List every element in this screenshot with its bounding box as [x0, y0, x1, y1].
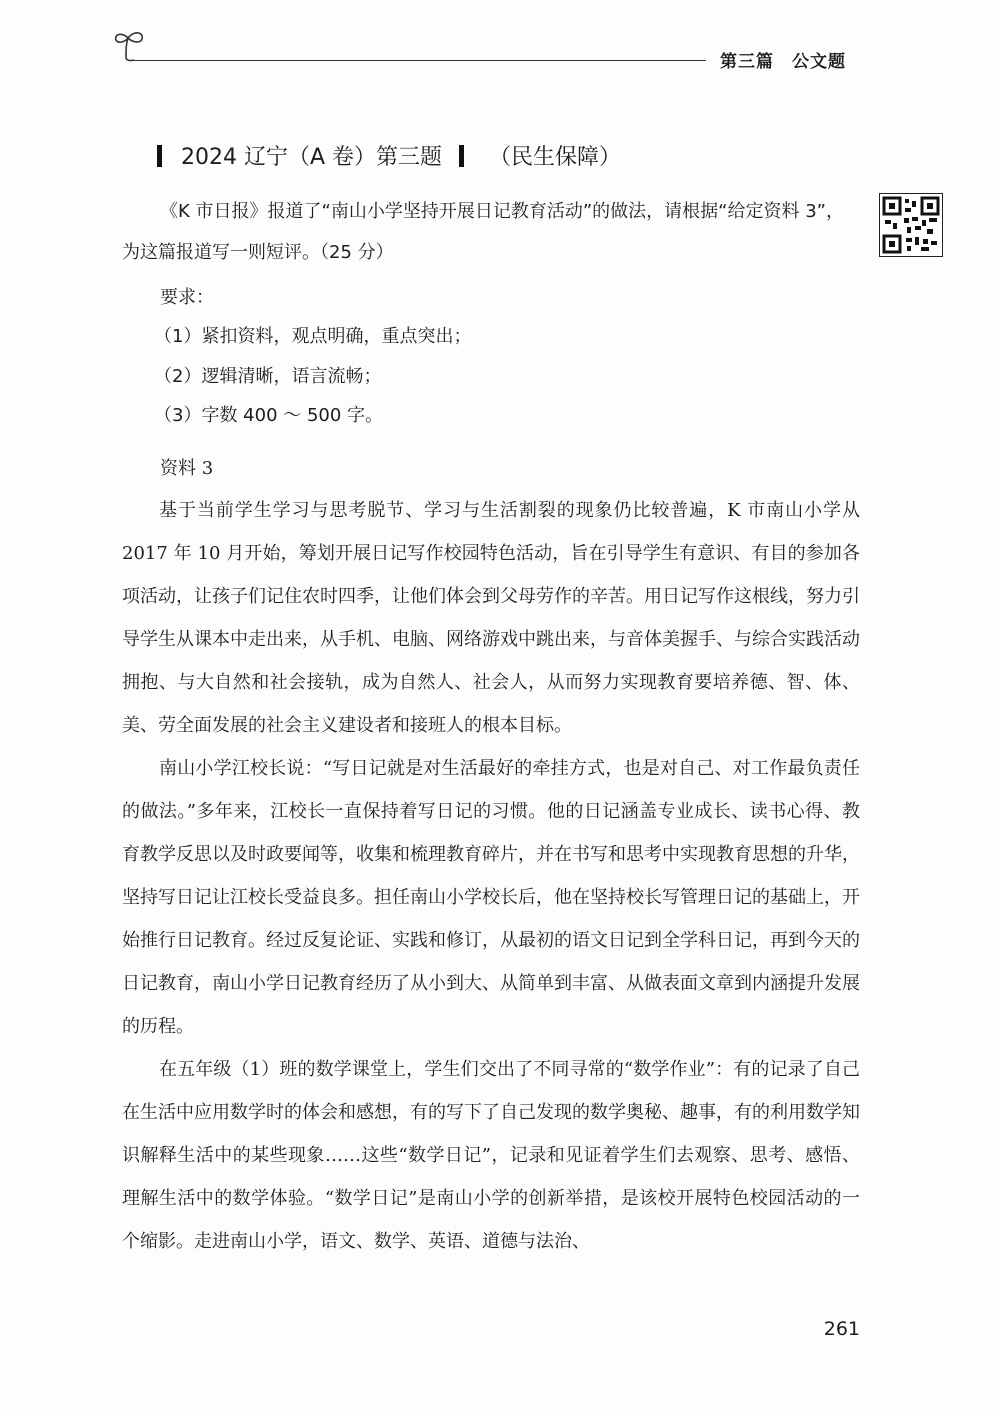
requirement-1: （1）紧扣资料，观点明确，重点突出；: [154, 326, 472, 347]
section-label: 第三篇 公文题: [720, 52, 846, 72]
title-bar-left: [157, 145, 162, 167]
requirements-heading: 要求：: [160, 287, 214, 308]
sprout-icon: [112, 28, 152, 64]
material-paragraph-1: 基于当前学生学习与思考脱节、学习与生活割裂的现象仍比较普遍，K 市南山小学从 2017 年 10 月开始，筹划开展日记写作校园特色活动，旨在引导学生有意识、有目的参加各项活动，让孩子们记住农时四季，让他们体会到父母劳作的辛苦。用日记写作这根线，努力引导学生从课本中走出来，从手机、电脑、网络游戏中跳出来，与音体美握手、与综合实践活动拥抱、与大自然和社会接轨，成为自然人、社会人，从而努力实现教育要培养德、智、体、美、劳全面发展的社会主义建设者和接班人的根本目标。: [122, 500, 860, 736]
qr-code-icon: [879, 193, 943, 257]
title-bar-right: [459, 145, 464, 167]
material-heading: 资料 3: [160, 458, 214, 479]
requirement-2: （2）逻辑清晰，语言流畅；: [154, 366, 382, 387]
question-title: [157, 140, 621, 171]
page-number: 261: [823, 1318, 860, 1340]
header-rule: [128, 60, 706, 61]
title-main: 2024 辽宁（A 卷）第三题: [181, 145, 443, 170]
material-paragraph-2: 南山小学江校长说：“写日记就是对生活最好的牵挂方式，也是对自己、对工作最负责任的做法。”多年来，江校长一直保持着写日记的习惯。他的日记涵盖专业成长、读书心得、教育教学反思以及时政要闻等，收集和梳理教育碎片，并在书写和思考中实现教育思想的升华，坚持写日记让江校长受益良多。担任南山小学校长后，他在坚持校长写管理日记的基础上，开始推行日记教育。经过反复论证、实践和修订，从最初的语文日记到全学科日记，再到今天的日记教育，南山小学日记教育经历了从小到大、从简单到丰富、从做表面文章到内涵提升发展的历程。: [122, 758, 860, 1037]
material-paragraph-3: 在五年级（1）班的数学课堂上，学生们交出了不同寻常的“数学作业”：有的记录了自己在生活中应用数学时的体会和感想，有的写下了自己发现的数学奥秘、趣事，有的利用数学知识解释生活中的某些现象……这些“数学日记”，记录和见证着学生们去观察、思考、感悟、理解生活中的数学体验。“数学日记”是南山小学的创新举措，是该校开展特色校园活动的一个缩影。走进南山小学，语文、数学、英语、道德与法治、: [122, 1059, 860, 1252]
question-line-2: 为这篇报道写一则短评。（25 分）: [122, 242, 394, 263]
question-line-1: 《K 市日报》报道了“南山小学坚持开展日记教育活动”的做法，请根据“给定资料 3”，: [160, 201, 844, 222]
title-tag: （民生保障）: [489, 145, 622, 170]
requirement-3: （3）字数 400 ～ 500 字。: [154, 405, 384, 426]
